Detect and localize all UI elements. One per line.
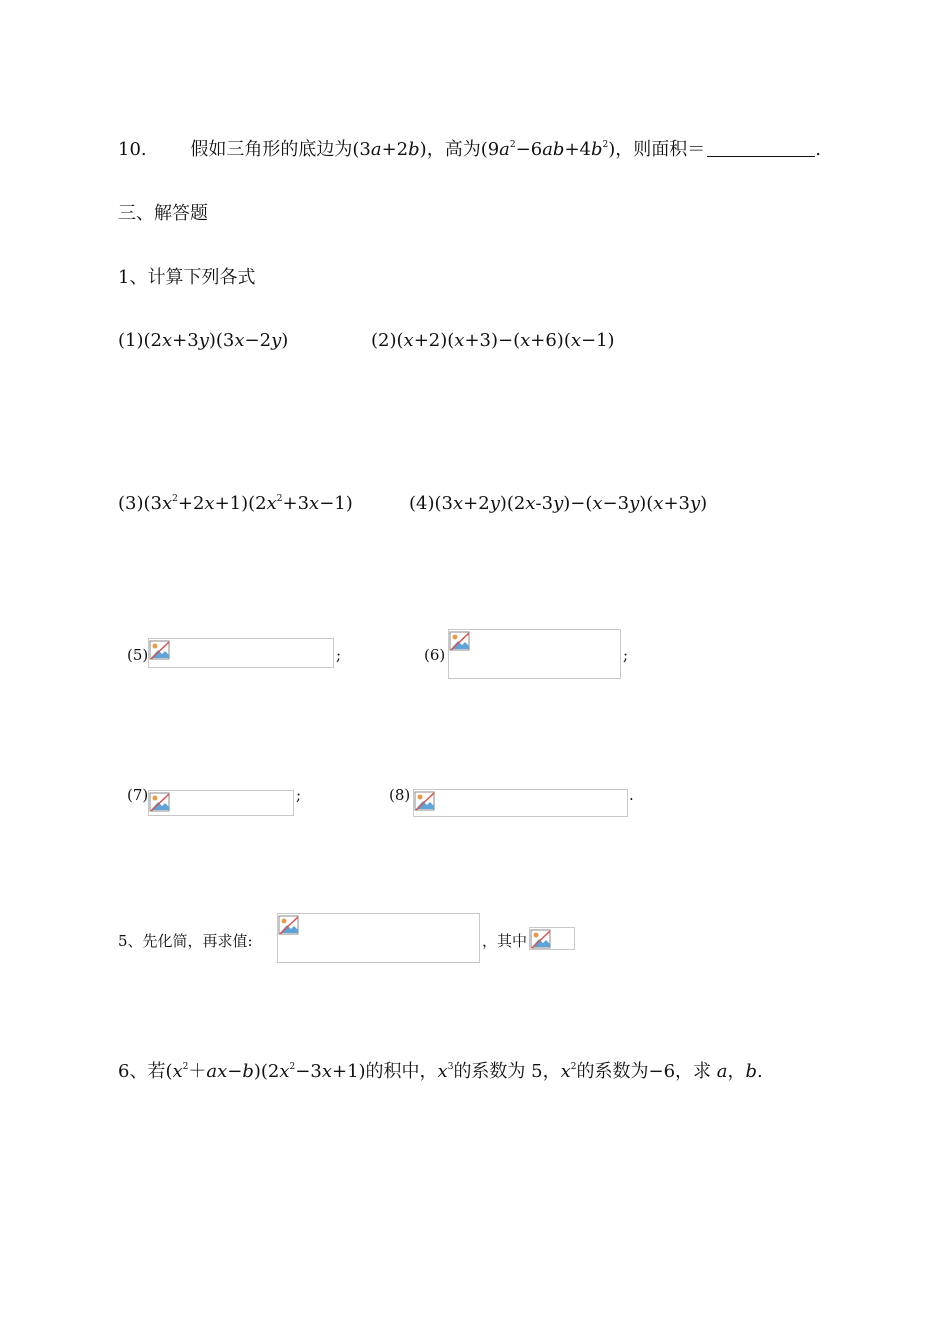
q10-text: . bbox=[815, 139, 822, 160]
var-b: b bbox=[745, 1061, 758, 1082]
question-5-text: 5、先化简，再求值: bbox=[118, 932, 253, 950]
broken-image-icon bbox=[530, 928, 552, 950]
question-5-mid: ，其中 bbox=[482, 932, 528, 950]
q10-text: +2 bbox=[381, 139, 409, 160]
q6-text: +1)的积中， bbox=[331, 1061, 438, 1082]
var-b: b bbox=[408, 139, 420, 160]
problem-5-label: (5) bbox=[127, 646, 149, 664]
q10-text: 假如三角形的底边为(3 bbox=[190, 139, 371, 160]
problem-6-end: ; bbox=[623, 646, 629, 664]
problem-6-image bbox=[448, 629, 621, 679]
problem-8-label: (8) bbox=[389, 786, 411, 804]
problem-6-label: (6) bbox=[424, 646, 446, 664]
problem-4: (4)(3x+2y)(2x-3y)−(x−3y)(x+3y) bbox=[409, 493, 708, 514]
section-title: 三、解答题 bbox=[118, 203, 208, 224]
q6-text: ＋ bbox=[188, 1061, 207, 1082]
var-x: x bbox=[279, 1061, 290, 1082]
var-a: a bbox=[716, 1061, 728, 1082]
q6-text: ， bbox=[727, 1061, 746, 1082]
broken-image-icon bbox=[149, 791, 171, 813]
problem-7-label: (7) bbox=[127, 786, 149, 804]
exponent: 3 bbox=[447, 1062, 454, 1072]
exponent: 2 bbox=[182, 1062, 189, 1072]
problem-1: (1)(2x+3y)(3x−2y) bbox=[118, 330, 289, 351]
broken-image-icon bbox=[449, 630, 471, 652]
problem-5-image bbox=[148, 638, 334, 668]
q6-text: . bbox=[757, 1061, 763, 1082]
q10-text: −6 bbox=[515, 139, 543, 160]
q6-text: − bbox=[227, 1061, 243, 1082]
q6-text: 的系数为−6，求 bbox=[576, 1061, 717, 1082]
var-x: x bbox=[437, 1061, 448, 1082]
broken-image-icon bbox=[414, 790, 436, 812]
var-a: a bbox=[499, 139, 510, 160]
var-x: x bbox=[321, 1061, 332, 1082]
q6-text: −3 bbox=[295, 1061, 322, 1082]
exponent: 2 bbox=[509, 140, 516, 150]
q6-text: 的系数为 5， bbox=[453, 1061, 561, 1082]
question-1-title: 1、计算下列各式 bbox=[118, 267, 256, 288]
answer-blank[interactable] bbox=[707, 140, 815, 157]
question-6 bbox=[118, 1060, 763, 1084]
exponent: 2 bbox=[602, 140, 609, 150]
broken-image-icon bbox=[278, 914, 300, 936]
question-number: 10. bbox=[118, 139, 147, 160]
problem-5-end: ; bbox=[336, 646, 342, 664]
problem-7-image bbox=[148, 790, 294, 816]
q6-text: )(2 bbox=[253, 1061, 280, 1082]
exponent: 2 bbox=[570, 1062, 577, 1072]
var-b: b bbox=[591, 139, 603, 160]
problem-8-end: . bbox=[629, 786, 634, 804]
q10-text: )，高为(9 bbox=[419, 139, 500, 160]
var-ax: ax bbox=[206, 1061, 228, 1082]
problem-8-image bbox=[413, 789, 628, 817]
q6-text: 6、若( bbox=[118, 1061, 173, 1082]
question-5-condition-image bbox=[529, 927, 575, 950]
var-x: x bbox=[172, 1061, 183, 1082]
problem-3: $(3)(3x^2+2x+1)(2x^2+3x-1)$ bbox=[118, 493, 353, 514]
var-x: x bbox=[560, 1061, 571, 1082]
q10-text: )，则面积＝ bbox=[608, 139, 706, 160]
var-ab: ab bbox=[542, 139, 565, 160]
var-b: b bbox=[242, 1061, 254, 1082]
problem-7-end: ; bbox=[296, 786, 302, 804]
question-5-expression-image bbox=[277, 913, 480, 963]
var-a: a bbox=[370, 139, 382, 160]
question-10 bbox=[118, 138, 821, 162]
exponent: 2 bbox=[289, 1062, 296, 1072]
problem-2: (2)(x+2)(x+3)−(x+6)(x−1) bbox=[371, 330, 615, 351]
broken-image-icon bbox=[149, 639, 171, 661]
q10-text: +4 bbox=[564, 139, 591, 160]
